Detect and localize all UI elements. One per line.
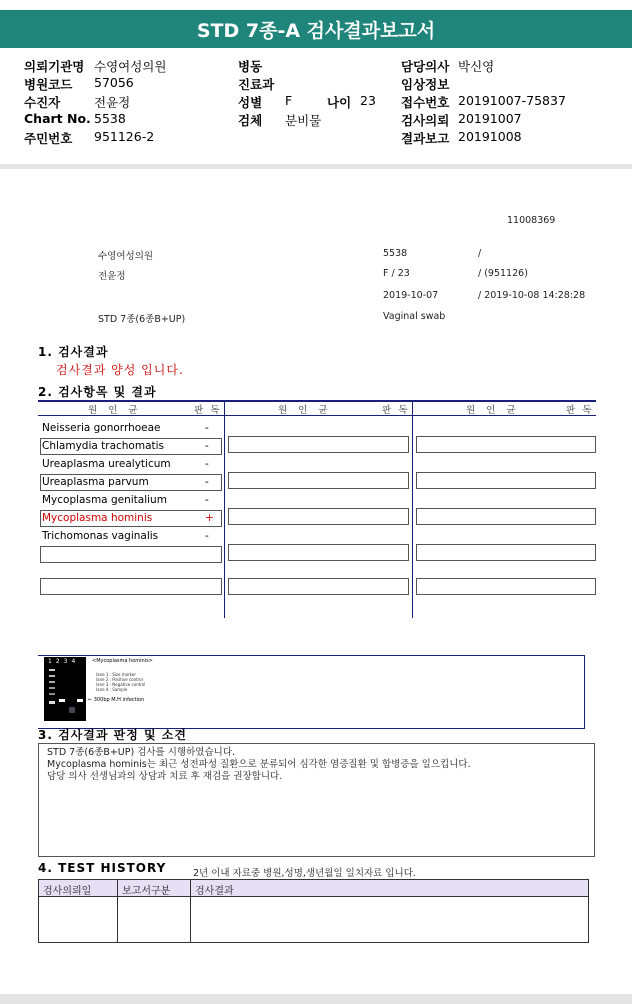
gel-lane-label: 2 [55,658,64,665]
gel-lane-label: 1 [48,658,56,665]
section4-note: 2년 이내 자료중 병원,성명,생년월일 일치자료 입니다. [193,868,416,879]
report-date: 20191008 [458,129,522,144]
title-bar [0,10,632,48]
gel-lane-label: 3 [63,658,72,665]
field-label: 의뢰기관명 [24,59,85,74]
result-cell-box [416,544,596,561]
section1-title: 1. 검사결과 [38,345,109,359]
col-header-organism: 원 인 균 [278,405,332,416]
gel-legend [96,672,145,692]
footer-divider [0,994,632,1004]
report-id: 11008369 [507,215,556,226]
report-slash: / [478,248,482,259]
col-header-reading: 판 독 [566,405,594,416]
field-label: 검체 [238,113,263,128]
history-table [38,879,589,943]
organism-result: - [205,440,209,452]
gel-legend-item: lane 3 : Negative control [96,682,146,687]
result-cell-box [40,510,222,527]
field-label: 성별 [238,95,263,110]
field-label: 임상정보 [401,77,450,92]
organism-result: - [205,422,209,434]
gel-bands [44,657,86,721]
field-label: 담당의사 [401,59,450,74]
col-header-reading: 판 독 [194,405,222,416]
field-label: 병원코드 [24,77,73,92]
organism-result: + [205,512,214,524]
header-middle [238,57,274,129]
gel-lane-label: 4 [71,658,80,665]
result-cell-box [40,474,222,491]
field-label: 수진자 [24,95,61,110]
sex-value: F [285,93,293,108]
report-received: 2019-10-07 [383,290,439,301]
report-reported: / 2019-10-08 14:28:28 [478,290,586,301]
section4-title: 4. TEST HISTORY [38,861,167,875]
result-cell-box [228,472,409,489]
organism-name: Chlamydia trachomatis [42,440,165,452]
section1-result: 검사결과 양성 입니다. [56,363,184,377]
header-divider [0,164,632,169]
report-title: STD 7종-A 검사결과보고서 [196,20,436,42]
organism-name: Mycoplasma hominis [42,512,153,524]
organism-result: - [205,494,209,506]
grid-col-divider [412,400,413,618]
organism-result: - [205,476,209,488]
organism-result: - [205,458,209,470]
result-cell-box [228,544,409,561]
history-col-divider [117,880,118,942]
organism-result: - [205,530,209,542]
result-cell-box [228,436,409,453]
field-label: 진료과 [238,77,275,92]
chart-no: 5538 [94,111,126,126]
organism-name: Ureaplasma parvum [42,476,149,488]
result-cell-box [40,438,222,455]
result-cell-box [228,508,409,525]
section2-title: 2. 검사항목 및 결과 [38,385,157,399]
header-right [401,57,449,147]
field-label: 주민번호 [24,131,73,146]
field-label: 검사의뢰 [401,113,450,128]
organism-name: Mycoplasma genitalium [42,494,167,506]
report-sex-age: F / 23 [383,268,410,279]
age-value: 23 [360,93,376,108]
report-chart: 5538 [383,248,408,259]
result-cell-box [228,578,409,595]
gel-panel [38,655,585,729]
gel-legend-item: lane 4 : Sample [96,687,128,692]
field-label: Chart No. [24,111,91,126]
request-date: 20191007 [458,111,522,126]
organism-name: Trichomonas vaginalis [42,530,159,542]
field-label: 병동 [238,59,263,74]
gel-legend-item: lane 2 : Positive control [96,677,143,682]
report-birth: / (951126) [478,268,528,279]
organism-name: Neisseria gonorrhoeae [42,422,161,434]
header-left [24,57,91,147]
organism-name: Ureaplasma urealyticum [42,458,171,470]
gel-band-label: ← 300bp M.H infection [88,697,145,703]
opinion-line: Mycoplasma hominis는 최근 성전파성 질환으로 분류되어 심각한 염증질환 및 합병증을 일으킵니다. [47,759,471,770]
result-cell-box [416,508,596,525]
field-label: 접수번호 [401,95,450,110]
history-col-divider [190,880,191,942]
opinion-text [47,747,471,783]
receipt-no: 20191007-75837 [458,93,566,108]
report-specimen: Vaginal swab [383,311,446,322]
age-label: 나이 [327,95,352,110]
section3-title: 3. 검사결과 판정 및 소견 [38,728,187,742]
result-cell-box [416,472,596,489]
field-label: 결과보고 [401,131,450,146]
opinion-line: 담당 의사 선생님과의 상담과 치료 후 재검을 권장합니다. [47,771,283,782]
hospital-name: 수영여성의원 [94,59,167,74]
history-col-result: 검사결과 [195,886,234,897]
doctor-name: 박신영 [458,59,495,74]
result-cell-box [40,578,222,595]
gel-lanes [48,658,79,665]
patient-name: 전윤정 [94,95,131,110]
col-header-organism: 원 인 균 [88,405,142,416]
gel-legend-item: lane 1 : Size marker [96,672,137,677]
report-test: STD 7종(6종B+UP) [98,314,186,325]
report-patient: 전윤정 [98,271,126,282]
specimen-value: 분비물 [285,113,322,128]
col-header-reading: 판 독 [382,405,410,416]
result-cell-box [40,546,222,563]
hospital-code: 57056 [94,75,134,90]
resident-no: 951126-2 [94,129,155,144]
history-col-type: 보고서구분 [122,886,171,897]
history-col-date: 검사의뢰일 [43,886,92,897]
grid-col-divider [224,400,225,618]
gel-image [44,657,86,721]
result-cell-box [416,578,596,595]
report-hospital: 수영여성의원 [98,251,154,262]
col-header-organism: 원 인 균 [466,405,520,416]
header-left-values [94,57,166,147]
result-cell-box [416,436,596,453]
gel-title: <Mycoplasma hominis> [92,658,153,664]
opinion-line: STD 7종(6종B+UP) 검사를 시행하였습니다. [47,747,236,758]
